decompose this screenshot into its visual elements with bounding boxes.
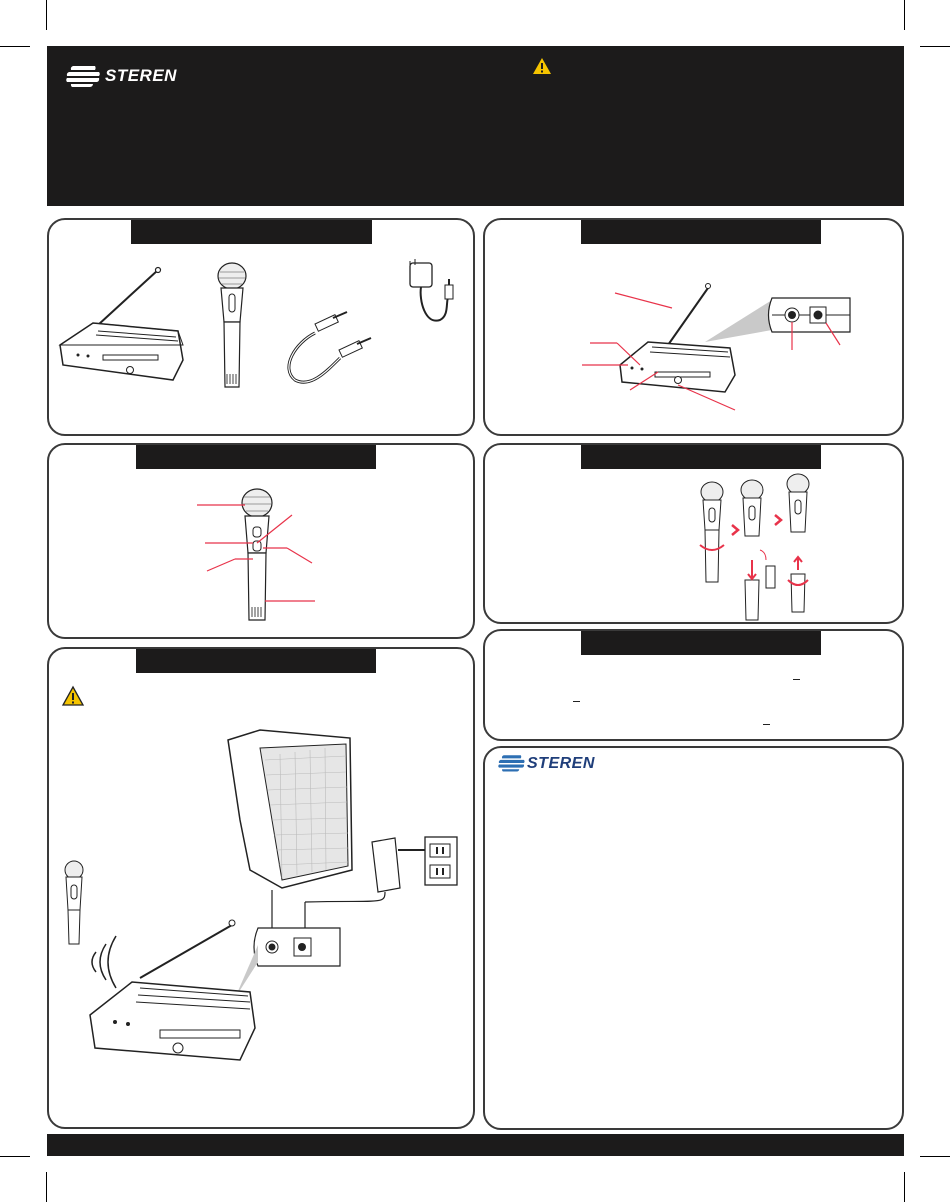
steren-logo-icon [67,64,103,88]
receiver-icon [58,265,188,385]
section-header-connection [136,649,376,673]
crop-mark [46,1172,47,1202]
underline-mark [763,724,770,725]
steren-logo-icon [499,753,527,773]
adapter-icon [405,255,465,330]
microphone-icon [65,861,83,944]
panel-brand [483,746,904,1130]
warning-icon [62,686,84,706]
section-header-receiver [581,220,821,244]
microphone-icon [215,262,249,392]
underline-mark [573,701,580,702]
battery-install-icon [690,470,820,625]
section-header-notes [581,631,821,655]
crop-mark [0,46,30,47]
connection-diagram [60,730,470,1120]
section-header-microphone [136,445,376,469]
crop-mark [0,1156,30,1157]
receiver-icon [560,280,860,420]
crop-mark [920,1156,950,1157]
warning-icon [533,58,551,74]
crop-mark [904,0,905,30]
crop-mark [46,0,47,30]
crop-mark [920,46,950,47]
header-bar [47,46,904,206]
microphone-icon [195,485,325,625]
section-header-contents [131,220,372,244]
signal-waves-icon [92,936,116,988]
crop-mark [904,1172,905,1202]
cable-icon [285,318,380,388]
underline-mark [793,679,800,680]
footer-bar [47,1134,904,1156]
section-header-battery [581,445,821,469]
brand-name: STEREN [527,755,595,772]
brand-name: STEREN [105,66,177,85]
